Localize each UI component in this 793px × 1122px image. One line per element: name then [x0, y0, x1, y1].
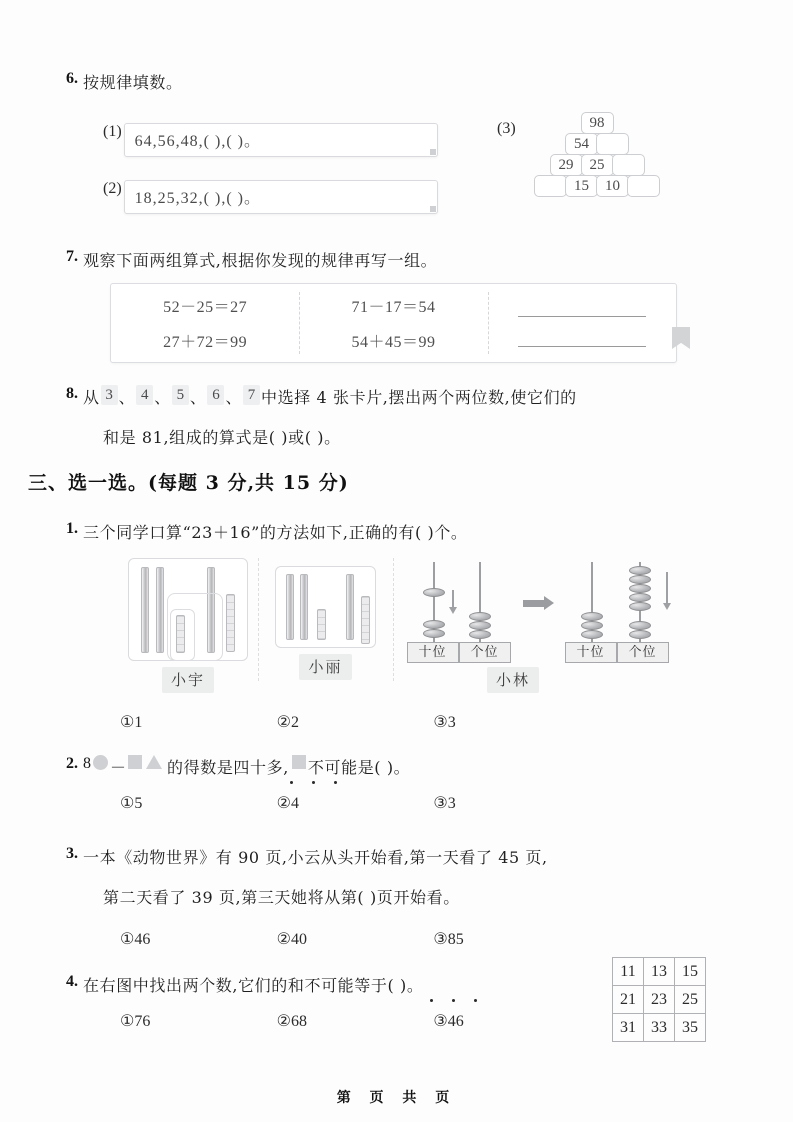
card-separator: 、 — [189, 388, 207, 407]
abacus-bead — [581, 630, 603, 639]
figure-pane-xiaolin — [393, 558, 693, 693]
card-separator: 、 — [225, 388, 243, 407]
sequence-input-1[interactable] — [124, 123, 438, 157]
abacus-bead — [629, 602, 651, 611]
question-1-options — [120, 712, 590, 732]
number-card[interactable]: 5 — [172, 385, 189, 405]
option-3[interactable]: ③85 — [433, 931, 464, 948]
abacus-bead — [629, 566, 651, 575]
pyramid-cell[interactable] — [627, 175, 660, 197]
pyramid-cell[interactable]: 54 — [565, 133, 598, 155]
section-three-heading: 三、选一选。(每题 3 分,共 15 分) — [28, 472, 349, 494]
page-footer: 第 页 共 页 — [336, 1090, 457, 1106]
unit-rod — [317, 609, 326, 640]
question-1-figures — [118, 558, 693, 693]
question-1-title: 三个同学口算“23＋16”的方法如下,正确的有( )个。 — [83, 523, 468, 542]
question-7-title: 观察下面两组算式,根据你发现的规律再写一组。 — [83, 251, 438, 270]
grid-cell[interactable]: 31 — [613, 1014, 644, 1042]
grid-cell[interactable]: 35 — [675, 1014, 706, 1042]
question-8-number: 8. — [66, 385, 78, 402]
question-4-header — [66, 973, 423, 996]
question-2-text-d: 不可能是( )。 — [307, 758, 411, 777]
question-4-options — [120, 1011, 590, 1031]
table-row — [613, 986, 706, 1014]
grid-cell[interactable]: 25 — [675, 986, 706, 1014]
emphasis-dots — [430, 999, 477, 1002]
sequence-input-2[interactable] — [124, 180, 438, 214]
equation-column-2 — [299, 284, 487, 362]
grid-cell[interactable]: 11 — [613, 958, 644, 986]
circle-shape-icon — [93, 755, 108, 770]
question-6-item-1 — [103, 123, 463, 157]
question-8-line-2 — [103, 425, 341, 448]
number-card[interactable]: 4 — [136, 385, 153, 405]
abacus-bead — [469, 612, 491, 621]
bookmark-flag-icon — [672, 327, 690, 349]
ten-rod — [300, 574, 308, 640]
question-3-line-2 — [103, 885, 460, 908]
pyramid-row-2 — [535, 133, 659, 155]
question-2-text-c: 的得数是四十多, — [167, 758, 289, 777]
abacus-diagram — [401, 558, 686, 661]
question-8-header — [66, 385, 577, 408]
equation-top: 52－25＝27 — [163, 299, 248, 316]
abacus-bead — [629, 621, 651, 630]
ten-rod — [286, 574, 294, 640]
item-3-label: (3) — [497, 120, 516, 137]
question-2-header — [66, 755, 410, 778]
pyramid-row-3 — [535, 154, 659, 176]
square-shape-icon — [292, 755, 306, 769]
figure-pane-xiaoyu — [118, 558, 258, 693]
sticks-diagram-xiaoyu — [128, 558, 248, 661]
grid-cell[interactable]: 13 — [644, 958, 675, 986]
question-6-item-3-label-wrap — [497, 120, 518, 138]
question-8-pre-text: 从 — [83, 388, 100, 407]
abacus-bead — [423, 588, 445, 597]
pyramid-cell[interactable]: 98 — [581, 112, 614, 134]
figure-name-tag: 小宇 — [162, 667, 214, 693]
option-3[interactable]: ③3 — [433, 795, 456, 812]
number-card[interactable]: 7 — [243, 385, 260, 405]
question-3-options — [120, 929, 590, 949]
place-label-tens: 十位 — [565, 642, 617, 663]
option-2[interactable]: ②4 — [276, 795, 300, 812]
number-grid-table — [612, 957, 706, 1042]
equation-bottom: 27＋72＝99 — [163, 334, 248, 351]
answer-blank-line-1[interactable] — [518, 299, 646, 317]
pyramid-row-4 — [535, 175, 659, 197]
place-label-ones: 个位 — [617, 642, 669, 663]
question-2-text-a: 8 — [83, 755, 91, 772]
pyramid-row-1 — [535, 112, 659, 134]
question-2-number: 2. — [66, 755, 78, 772]
option-1[interactable]: ①76 — [120, 1013, 151, 1030]
place-label-ones: 个位 — [459, 642, 511, 663]
card-separator: 、 — [118, 388, 136, 407]
unit-rod — [176, 615, 185, 653]
equation-top: 71－17＝54 — [351, 299, 436, 316]
answer-blank-line-2[interactable] — [518, 329, 646, 347]
number-card[interactable]: 6 — [207, 385, 224, 405]
option-3[interactable]: ③46 — [433, 1013, 464, 1030]
option-2[interactable]: ②40 — [276, 931, 308, 948]
equation-column-1 — [111, 284, 299, 362]
grid-cell[interactable]: 15 — [675, 958, 706, 986]
move-down-arrow-icon — [666, 572, 668, 604]
question-6-item-2 — [103, 180, 463, 214]
option-1[interactable]: ①1 — [120, 714, 143, 731]
ten-rod — [156, 567, 164, 653]
triangle-shape-icon — [146, 755, 162, 769]
question-7-equation-box — [110, 283, 677, 363]
option-2[interactable]: ②2 — [276, 714, 300, 731]
grid-cell[interactable]: 21 — [613, 986, 644, 1014]
table-row — [613, 958, 706, 986]
emphasis-dots — [290, 781, 337, 784]
sequence-text-1: 64,56,48,( ),( )。 — [134, 133, 261, 150]
table-row — [613, 1014, 706, 1042]
number-card[interactable]: 3 — [101, 385, 118, 405]
question-3-text-line-2: 第二天看了 39 页,第三天她将从第( )页开始看。 — [103, 888, 460, 907]
grid-cell[interactable]: 33 — [644, 1014, 675, 1042]
abacus-bead — [629, 575, 651, 584]
abacus-bead — [581, 612, 603, 621]
move-down-arrow-icon — [452, 590, 454, 608]
pyramid-cell[interactable]: 10 — [596, 175, 629, 197]
question-4-number: 4. — [66, 973, 78, 990]
question-6-number: 6. — [66, 70, 78, 87]
question-3-header — [66, 845, 548, 868]
unit-rod — [226, 594, 235, 652]
equation-bottom: 54＋45＝99 — [351, 334, 436, 351]
grid-cell[interactable]: 23 — [644, 986, 675, 1014]
abacus-bead — [581, 621, 603, 630]
abacus-bead — [629, 584, 651, 593]
unit-rod-outside — [361, 596, 370, 644]
pyramid-cell[interactable]: 15 — [565, 175, 598, 197]
option-1[interactable]: ①46 — [120, 931, 151, 948]
question-7-header — [66, 248, 437, 271]
item-1-label: (1) — [103, 123, 122, 140]
number-pyramid — [535, 112, 659, 196]
equation-column-3-answer[interactable] — [488, 284, 676, 362]
abacus-bead — [629, 593, 651, 602]
pyramid-cell[interactable]: 25 — [581, 154, 614, 176]
abacus-bead — [629, 630, 651, 639]
place-label-tens: 十位 — [407, 642, 459, 663]
figure-name-tag: 小林 — [487, 667, 539, 693]
question-7-number: 7. — [66, 248, 78, 265]
square-shape-icon — [128, 755, 142, 769]
question-1-header — [66, 520, 468, 543]
ten-rod — [346, 574, 354, 640]
pyramid-cell[interactable] — [612, 154, 645, 176]
ten-rod — [141, 567, 149, 653]
resize-handle-icon — [430, 206, 436, 212]
card-separator: 、 — [154, 388, 171, 407]
question-1-number: 1. — [66, 520, 78, 537]
resize-handle-icon — [430, 149, 436, 155]
pyramid-cell[interactable]: 29 — [550, 154, 583, 176]
question-6-header — [66, 70, 183, 93]
abacus-bead — [423, 629, 445, 638]
option-1[interactable]: ①5 — [120, 795, 143, 812]
question-4-title: 在右图中找出两个数,它们的和不可能等于( )。 — [83, 976, 424, 995]
option-2[interactable]: ②68 — [276, 1013, 308, 1030]
item-2-label: (2) — [103, 180, 122, 197]
question-8-post-text: 中选择 4 张卡片,摆出两个两位数,使它们的 — [261, 388, 577, 407]
question-8-text-line-2: 和是 81,组成的算式是( )或( )。 — [103, 428, 341, 447]
question-2-options — [120, 793, 590, 813]
question-6-title: 按规律填数。 — [83, 73, 183, 92]
pyramid-cell[interactable] — [534, 175, 567, 197]
question-2-minus: － — [110, 760, 127, 777]
figure-name-tag: 小丽 — [299, 654, 351, 680]
transform-arrow-icon — [523, 600, 545, 607]
abacus-bead — [423, 620, 445, 629]
sequence-text-2: 18,25,32,( ),( )。 — [134, 190, 261, 207]
figure-pane-xiaoli — [258, 558, 393, 693]
pyramid-cell[interactable] — [596, 133, 629, 155]
abacus-bead — [469, 621, 491, 630]
question-3-text-line-1: 一本《动物世界》有 90 页,小云从头开始看,第一天看了 45 页, — [83, 848, 548, 867]
option-3[interactable]: ③3 — [433, 714, 456, 731]
question-3-number: 3. — [66, 845, 78, 862]
abacus-bead — [469, 630, 491, 639]
